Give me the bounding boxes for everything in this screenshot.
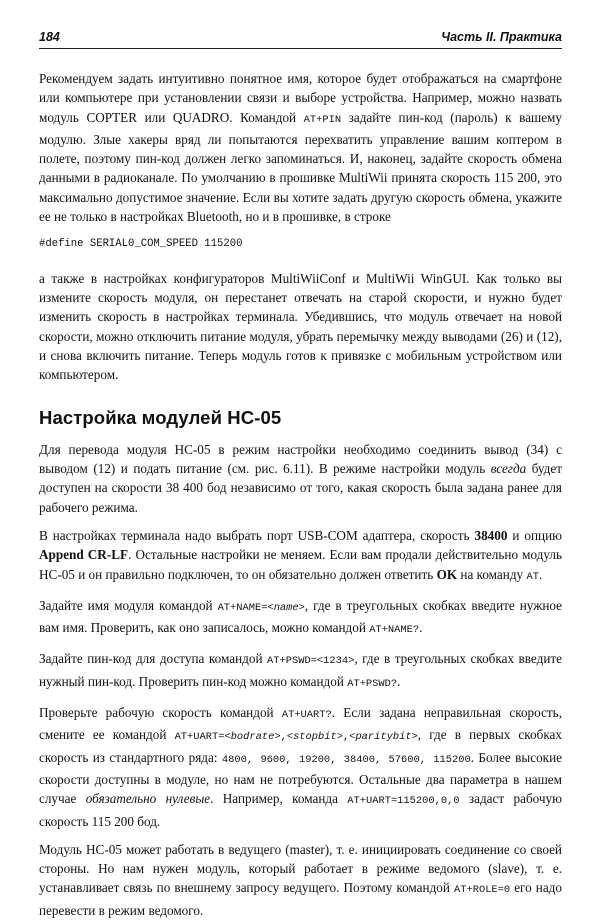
text: . Если задана неправильная скорость, смените ее командой [39, 705, 562, 743]
paragraph-set-pin [39, 649, 562, 694]
text: , где в первых скобках скорость из стандартного ряда: [39, 727, 562, 765]
inline-code: AT+PSWD=<1234> [267, 655, 355, 668]
paragraph-uart-speed [39, 703, 562, 831]
bold-text: Append CR-LF [39, 547, 129, 563]
inline-code: 4800, 9600, 19200, 38400, 57600, 115200 [221, 753, 471, 766]
text: его надо перевести в режим ведомого. [39, 880, 562, 918]
inline-code: AT+ROLE=0 [454, 884, 511, 897]
code-block-define: #define SERIAL0_COM_SPEED 115200 [39, 238, 243, 251]
text: на команду [457, 566, 527, 582]
text: . Более высокие скорости доступны в модуле, но нам не потребуются. Остальные два параметра в нашем случае [39, 749, 562, 807]
inline-code: AT+UART= [174, 731, 225, 744]
text: Задайте пин-код для доступа командой [39, 651, 268, 667]
inline-code: AT+PSWD? [347, 677, 398, 690]
paragraph-set-name [39, 596, 562, 641]
text: . [419, 620, 423, 636]
text: Задайте имя модуля командой [39, 597, 218, 613]
text: Проверьте рабочую скорость командой [39, 705, 282, 721]
paragraph-setup-mode [39, 440, 562, 517]
text: . Например, команда [210, 791, 348, 807]
paragraph-name-and-pin [39, 69, 562, 226]
text: . [397, 673, 401, 689]
text: , где в треугольных скобках введите нужный пин-код. Проверить пин-код можно командой [39, 651, 562, 689]
inline-code-param: <name> [267, 601, 305, 614]
text: . [538, 566, 543, 582]
inline-code: AT+UART? [281, 709, 332, 722]
text: Модуль HC-05 может работать в ведущего (master), т. е. инициировать соединение со своей стороны. Но нам нужен модуль, который работает в режиме ведомого (slave), т. е. устанавливает связь по внешнему запросу ведущего. Поэтому командой [39, 841, 562, 896]
bold-text: OK [436, 566, 458, 582]
part-title: Часть II. Практика [441, 30, 562, 44]
inline-code-param: <bodrate> [224, 731, 281, 744]
text: будет доступен на скорости 38 400 бод независимо от того, какая скорость была задана ранее для рабочего режима. [39, 461, 563, 515]
page-number: 184 [39, 30, 60, 44]
section-heading: Настройка модулей HC-05 [39, 407, 282, 429]
emphasis: всегда [490, 461, 527, 477]
paragraph-configurators: а также в настройках конфигураторов MultiWiiConf и MultiWii WinGUI. Как только вы измените скорость модуля, он перестанет отвечать на старой скорости, и нужно будет изменить скорость в настройках терминала. Убедившись, что модуль отвечает на новой скорости, можно отключить питание модуля, убрать перемычку между выводами (26) и (12), и снова включить питание. Теперь модуль готов к привязке с мобильным устройством или компьютером. [39, 270, 562, 383]
text: . Остальные настройки не меняем. Если вам продали действительно модуль HC-05 и он правильно подключен, то он обязательно должен ответить [39, 547, 562, 582]
inline-code: AT+UART=115200,0,0 [347, 795, 460, 808]
text: задаст рабочую скорость 115 200 бод. [39, 791, 562, 829]
inline-code: , [280, 731, 287, 744]
inline-code: AT+PIN [303, 113, 342, 126]
text: и опцию [507, 527, 562, 543]
text: В настройках терминала надо выбрать порт USB-COM адаптера, скорость [39, 527, 475, 543]
text: Для перевода модуля HC-05 в режим настройки необходимо соединить вывод (34) с выводом (12) и подать питание (см. рис. 6.11). В режиме настройки модуль [39, 441, 562, 477]
running-header [39, 30, 562, 49]
page-content [39, 69, 562, 920]
inline-code: AT [526, 570, 539, 583]
inline-code: AT+NAME= [217, 601, 268, 614]
inline-code: AT+NAME? [369, 624, 420, 637]
text: Рекомендуем задать интуитивно понятное имя, которое будет отображаться на смартфоне или компьютере при установлении связи и выборе устройства. Например, можно назвать модуль COPTER или QUADRO. Командой [39, 71, 562, 125]
paragraph-terminal-settings [39, 526, 562, 587]
text: , где в треугольных скобках введите нужное вам имя. Проверить, как оно записалось, можно командой [39, 597, 562, 636]
bold-text: 38400 [474, 527, 508, 543]
inline-code-param: <stopbit> [286, 731, 343, 744]
paragraph-role [39, 840, 562, 920]
text: задайте пин-код (пароль) к вашему модулю. Злые хакеры вряд ли попытаются перехватить управление вашим коптером в полете, поэтому пин-код должен легко запоминаться. И, наконец, задайте скорость обмена данными в радиоканале. По умолчанию в прошивке MultiWii принята скорость 115 200, это максимально допустимое значение. Если вы хотите задать другую скорость обмена, укажите ее не только в настройках Bluetooth, но и в прошивке, в строке [39, 109, 562, 225]
inline-code: , [342, 731, 350, 744]
emphasis: обязательно нулевые [85, 791, 211, 807]
inline-code-param: <paritybit> [349, 731, 418, 744]
